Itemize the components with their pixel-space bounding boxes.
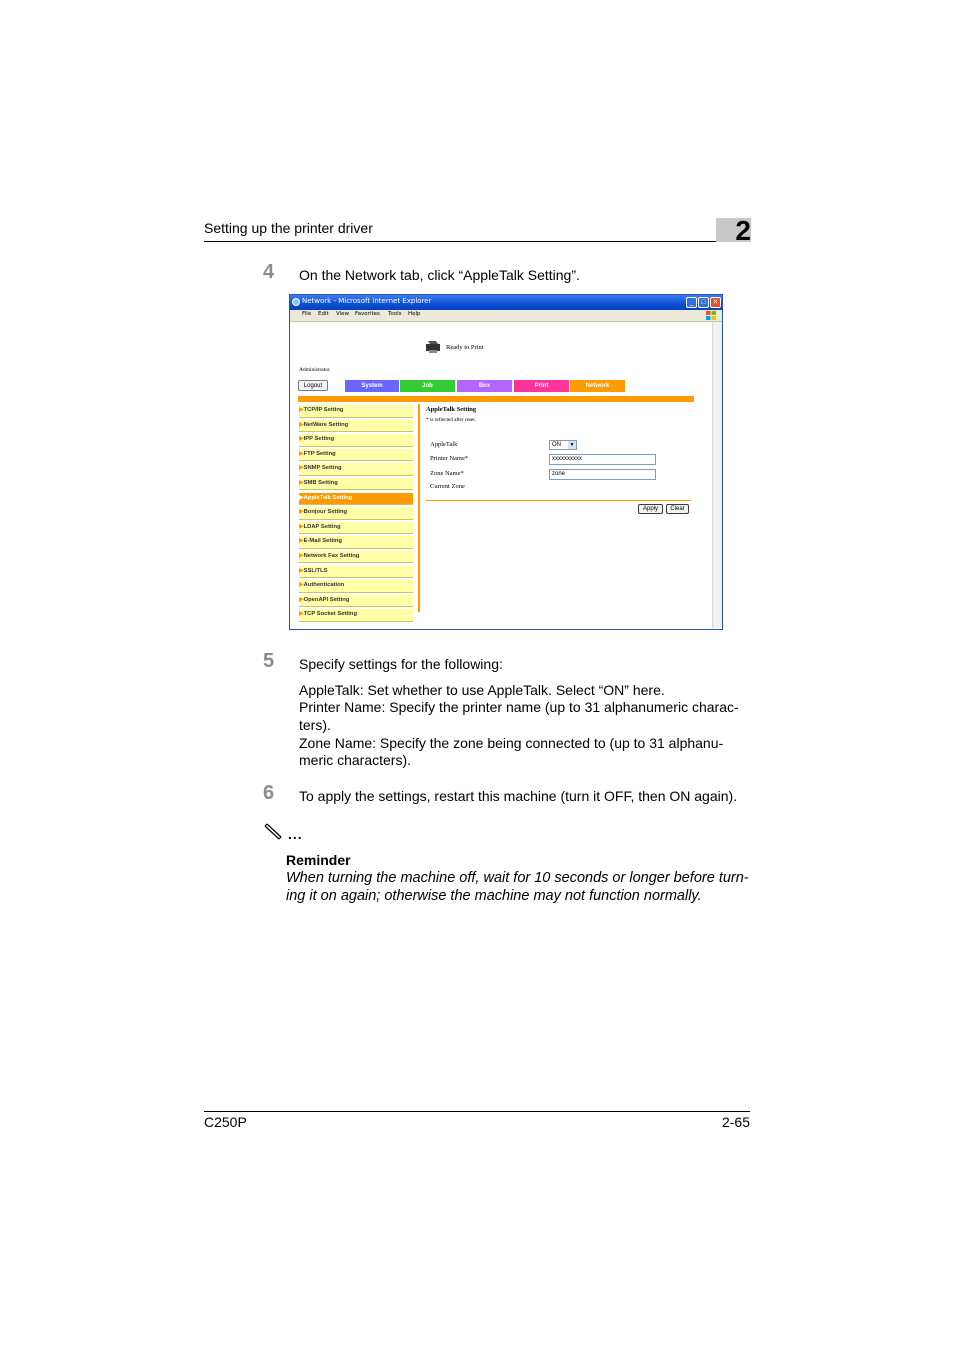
browser-window [289,294,723,630]
step-6-number: 6 [263,782,275,804]
sidebar-item-label: SSL/TLS [303,567,328,574]
reminder-heading: Reminder [286,852,351,868]
sidebar-item-ssl-tls[interactable]: ▶SSL/TLS [299,566,413,579]
tab-job[interactable]: Job [400,380,455,392]
appletalk-label: AppleTalk [430,441,458,448]
reminder-line: ing it on again; otherwise the machine may not function normally. [286,888,702,904]
sidebar-item-email[interactable]: ▶E-Mail Setting [299,536,413,549]
sidebar-item-label: NetWare Setting [303,421,349,428]
sidebar-item-ftp[interactable]: ▶FTP Setting [299,449,413,462]
menu-help[interactable]: Help [408,311,421,317]
sidebar-item-label: SMB Setting [303,479,338,486]
close-icon[interactable]: ✕ [710,297,721,308]
sidebar-item-label: TCP/IP Setting [303,407,344,413]
reminder-dots: ... [288,826,303,842]
sidebar-item-network-fax[interactable]: ▶Network Fax Setting [299,551,413,564]
window-title: Network - Microsoft Internet Explorer [302,297,432,305]
pencil-note-icon [264,822,286,840]
running-header: Setting up the printer driver [204,220,373,236]
tab-system[interactable]: System [345,380,399,392]
step-5-number: 5 [263,650,275,672]
menu-favorites[interactable]: Favorites [355,311,380,317]
clear-button[interactable]: Clear [666,504,689,514]
ie-icon [292,298,300,306]
reminder-line: When turning the machine off, wait for 10 seconds or longer before turn- [286,870,749,886]
tab-print[interactable]: Print [514,380,569,392]
menu-file[interactable]: File [302,311,312,317]
printer-name-label: Printer Name* [430,455,469,462]
step-5-line: meric characters). [299,752,412,768]
sidebar-item-openapi[interactable]: ▶OpenAPI Setting [299,595,413,608]
step-5-line: Zone Name: Specify the zone being connected to (up to 31 alphanu- [299,735,724,751]
step-5-line: AppleTalk: Set whether to use AppleTalk. Select “ON” here. [299,682,665,698]
zone-name-label: Zone Name* [430,470,464,477]
window-titlebar [290,295,722,310]
menu-bar [290,310,722,322]
current-zone-label: Current Zone [430,483,465,490]
sidebar-item-authentication[interactable]: ▶Authentication [299,580,413,593]
step-6-text: To apply the settings, restart this machine (turn it OFF, then ON again). [299,788,738,804]
sidebar-item-label: FTP Setting [303,450,336,457]
footer-page-number: 2-65 [721,1114,750,1130]
printer-icon [425,340,441,354]
menu-view[interactable]: View [336,311,350,317]
step-4-number: 4 [263,261,275,283]
printer-name-input[interactable]: xxxxxxxxxx [549,454,656,465]
minimize-icon[interactable]: _ [686,297,697,308]
zone-name-input[interactable]: zone [549,469,656,480]
sidebar-item-tcpip[interactable]: ▶TCP/IP Setting [299,405,413,418]
chevron-down-icon[interactable]: ▼ [569,442,575,448]
form-note: * is reflected after reset. [426,417,476,423]
sidebar-item-tcp-socket[interactable]: ▶TCP Socket Setting [299,609,413,622]
sidebar-item-snmp[interactable]: ▶SNMP Setting [299,463,413,476]
windows-logo-icon [706,311,716,320]
tab-box[interactable]: Box [457,380,512,392]
sidebar-item-label: OpenAPI Setting [303,596,350,603]
sidebar-item-bonjour[interactable]: ▶Bonjour Setting [299,507,413,520]
appletalk-select[interactable] [549,440,577,450]
appletalk-select-value: ON [552,442,561,448]
sidebar-item-ldap[interactable]: ▶LDAP Setting [299,522,413,535]
sidebar-item-netware[interactable]: ▶NetWare Setting [299,420,413,433]
sidebar-item-label: E-Mail Setting [303,538,342,545]
header-rule [204,241,750,242]
sidebar-item-label: TCP Socket Setting [303,611,357,618]
menu-tools[interactable]: Tools [388,311,402,317]
step-5-intro: Specify settings for the following: [299,656,503,672]
sidebar-divider [418,404,420,612]
logout-button[interactable]: Logout [298,380,328,391]
vertical-scrollbar[interactable] [712,322,722,628]
sidebar-item-label: Network Fax Setting [303,552,360,559]
tab-underline-bar [298,396,694,402]
step-5-line: Printer Name: Specify the printer name (up to 31 alphanumeric charac- [299,699,739,715]
apply-button[interactable]: Apply [638,504,663,514]
reminder-text [286,869,752,905]
sidebar-item-label: IPP Setting [303,436,335,443]
maximize-icon[interactable]: □ [698,297,709,308]
sidebar-item-label: LDAP Setting [303,523,341,530]
printer-status: Ready to Print [446,344,484,351]
sidebar-item-ipp[interactable]: ▶IPP Setting [299,434,413,447]
user-mode-label: Administrator [299,367,330,373]
sidebar-item-label: Bonjour Setting [303,509,348,516]
footer-rule [204,1111,750,1112]
sidebar-item-smb[interactable]: ▶SMB Setting [299,478,413,491]
sidebar-item-label: AppleTalk Setting [303,494,353,501]
tab-network[interactable]: Network [570,380,625,392]
form-title: AppleTalk Setting [426,406,477,413]
chapter-number: 2 [735,215,751,246]
form-divider [426,500,691,501]
menu-edit[interactable]: Edit [318,311,329,317]
step-5-line: ters). [299,717,331,733]
sidebar-item-label: SNMP Setting [303,465,342,472]
footer-model: C250P [204,1114,247,1130]
settings-sidebar [299,405,413,624]
sidebar-item-label: Authentication [303,582,345,589]
sidebar-item-appletalk[interactable]: ▶AppleTalk Setting [299,493,413,506]
step-4-text: On the Network tab, click “AppleTalk Setting”. [299,267,580,283]
